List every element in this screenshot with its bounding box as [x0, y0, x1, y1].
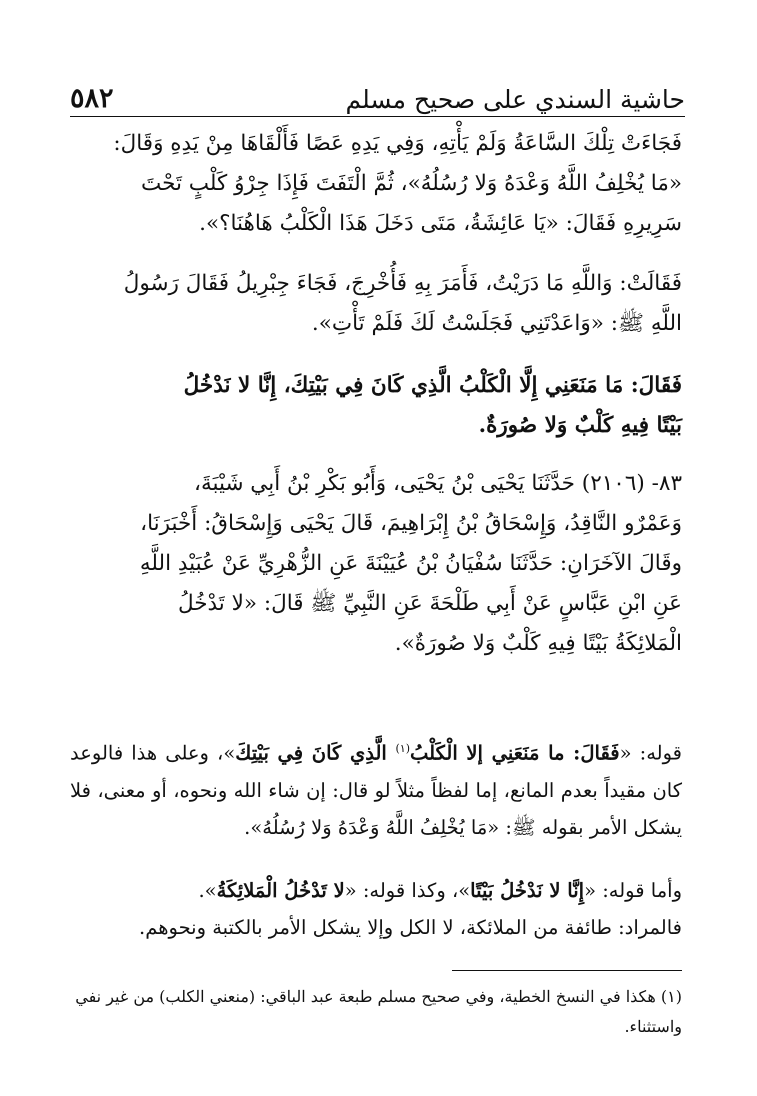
text-span: ».	[198, 879, 217, 902]
page-number: ٥٨٢	[70, 83, 114, 114]
text-line: وَعَمْرٌو النَّاقِدُ، وَإِسْحَاقُ بْنُ إِبْرَاهِيمَ، قَالَ يَحْيَى وَإِسْحَاقُ: أَخْبَرَنَا،	[140, 511, 682, 536]
commentary-paragraph-2	[70, 872, 682, 946]
text-line: «مَا يُخْلِفُ اللَّهُ وَعْدَهُ وَلا رُسُلُهُ»، ثُمَّ الْتَفَتَ فَإِذَا جِرْوُ كَلْبٍ تَحْتَ	[141, 171, 682, 196]
bold-text: فَقَالَ: مَا مَنَعَنِي إِلَّا الْكَلْبُ الَّذِي كَانَ فِي بَيْتِكَ، إِنَّا لا نَدْخُلُ	[183, 373, 682, 398]
text-line: اللَّهِ ﷺ: «وَاعَدْتَنِي فَجَلَسْتُ لَكَ فَلَمْ تَأْتِ».	[311, 311, 682, 336]
footnote	[70, 982, 682, 1042]
bold-quote: إِنَّا لا نَدْخُلُ بَيْتًا	[470, 879, 585, 902]
text-line	[70, 366, 682, 406]
text-line: فَجَاءَتْ تِلْكَ السَّاعَةُ وَلَمْ يَأْتِهِ، وَفِي يَدِهِ عَصًا فَأَلْقَاهَا مِنْ يَدِهِ وَقَالَ:	[113, 131, 682, 156]
text-span: »، وكذا قوله: «	[344, 879, 471, 902]
bold-text: بَيْتًا فِيهِ كَلْبٌ وَلا صُورَةٌ.	[478, 413, 682, 438]
hadith-paragraph-2	[70, 264, 682, 344]
text-span: قوله: «	[619, 741, 682, 765]
commentary-text: فالمراد: طائفة من الملائكة، لا الكل وإلا يشكل الأمر بالكتبة ونحوهم.	[139, 916, 682, 939]
bold-quote: الَّذِي كَانَ فِي بَيْتِكَ	[235, 741, 396, 765]
text-span: وأما قوله: «	[584, 879, 682, 902]
commentary-paragraph-1	[70, 730, 682, 846]
running-title: حاشية السندي على صحيح مسلم	[345, 85, 685, 114]
text-line: عَنِ ابْنِ عَبَّاسٍ عَنْ أَبِي طَلْحَةَ عَنِ النَّبِيِّ ﷺ قَالَ: «لا تَدْخُلُ	[177, 591, 682, 616]
hadith-paragraph-3	[70, 366, 682, 446]
page-header	[70, 64, 685, 117]
bold-quote: فَقَالَ: ما مَنَعَنِي إلا الْكَلْبُ	[410, 741, 620, 765]
text-line: ٨٣- (٢١٠٦) حَدَّثَنَا يَحْيَى بْنُ يَحْيَى، وَأَبُو بَكْرِ بْنُ أَبِي شَيْبَةَ،	[194, 471, 682, 496]
text-line: سَرِيرِهِ فَقَالَ: «يَا عَائِشَةُ، مَتَى دَخَلَ هَذَا الْكَلْبُ هَاهُنَا؟».	[199, 211, 682, 236]
text-span: »، وعلى هذا فالوعد كان مقيداً بعدم المانع، إما لفظاً مثلاً لو قال: إن شاء الله ونحوه، أو معنى، فلا يشكل الأمر بقوله ﷺ: «مَا يُخْلِفُ اللَّهُ وَعْدَهُ وَلا رُسُلُهُ».	[70, 741, 682, 839]
footnote-divider	[452, 970, 682, 971]
text-line: الْمَلائِكَةُ بَيْتًا فِيهِ كَلْبٌ وَلا صُورَةٌ».	[394, 631, 682, 656]
hadith-paragraph-1	[70, 124, 682, 244]
hadith-83	[70, 464, 682, 664]
commentary-text	[70, 872, 682, 909]
bold-quote: لا تَدْخُلُ الْمَلائِكَةُ	[216, 879, 345, 902]
text-line: فَقَالَتْ: وَاللَّهِ مَا دَرَيْتُ، فَأَمَرَ بِهِ فَأُخْرِجَ، فَجَاءَ جِبْرِيلُ فَقَالَ رَسُولُ	[123, 271, 682, 296]
text-line	[70, 406, 682, 446]
footnote-text: (١) هكذا في النسخ الخطية، وفي صحيح مسلم طبعة عبد الباقي: (منعني الكلب) من غير نفي واستثناء.	[75, 987, 682, 1036]
footnote-ref[interactable]: (١)	[395, 742, 410, 755]
commentary-text	[70, 730, 682, 846]
text-line: وقَالَ الآخَرَانِ: حَدَّثَنَا سُفْيَانُ بْنُ عُيَيْنَةَ عَنِ الزُّهْرِيِّ عَنْ عُبَيْدِ اللَّهِ	[139, 551, 682, 576]
